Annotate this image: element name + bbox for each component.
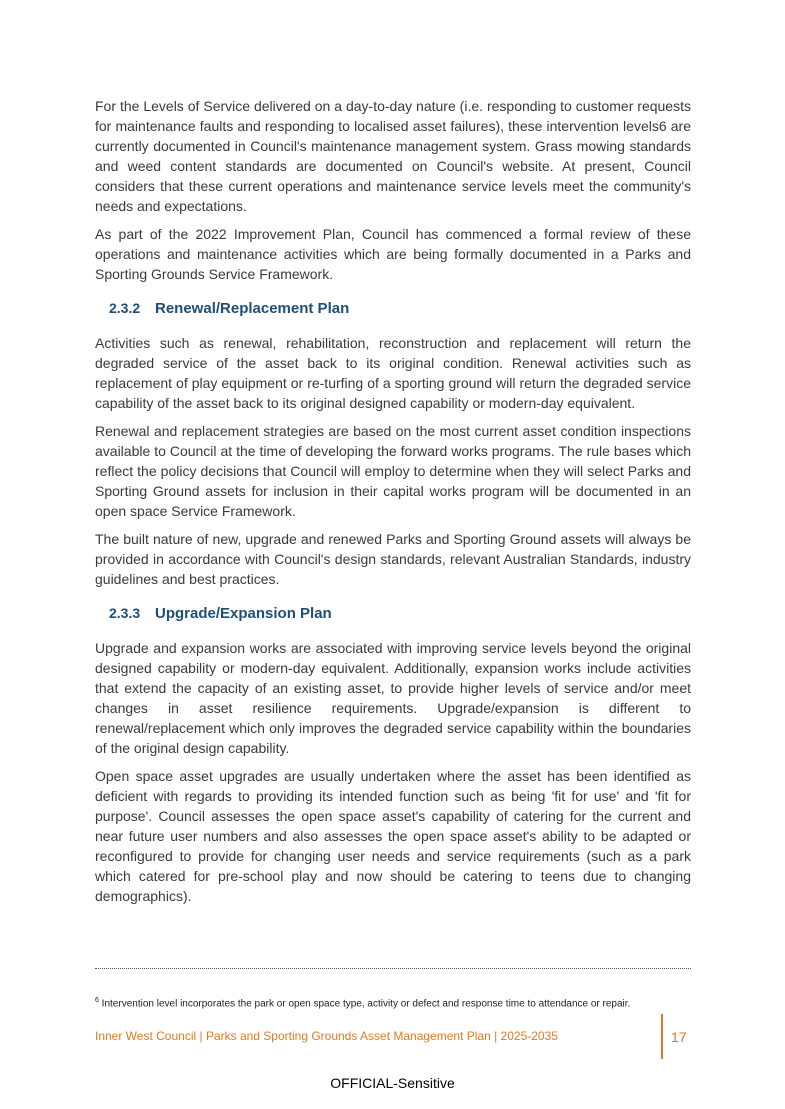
section-title: Upgrade/Expansion Plan xyxy=(155,605,332,622)
footer-title: Inner West Council | Parks and Sporting Grounds Asset Management Plan | 2025-2035 xyxy=(95,1029,558,1043)
section-title: Renewal/Replacement Plan xyxy=(155,300,350,317)
intro-paragraph-1: For the Levels of Service delivered on a day-to-day nature (i.e. responding to customer requests for maintenance faults and responding to localised asset failures), these intervention levels6 are currently documented in Council's maintenance management system. Grass mowing standards and weed content standards are documented on Council's website. At present, Council considers that these current operations and maintenance service levels meet the community's needs and expectations. xyxy=(95,98,691,214)
section-heading-upgrade xyxy=(95,603,691,624)
footnote-divider xyxy=(95,968,691,969)
upgrade-paragraph-1: Upgrade and expansion works are associated with improving service levels beyond the original designed capability or modern-day equivalent. Additionally, expansion works include activities that extend the capacity of an existing asset, to provide higher levels of service and/or meet changes in asset resilience requirements. Upgrade/expansion is different to renewal/replacement which only improves the degraded service capability within the boundaries of the original design capability. xyxy=(95,640,691,756)
renewal-paragraph-3: The built nature of new, upgrade and renewed Parks and Sporting Ground assets will always be provided in accordance with Council's design standards, relevant Australian Standards, industry guidelines and best practices. xyxy=(95,531,691,587)
section-heading-renewal xyxy=(95,298,691,319)
upgrade-paragraph-2: Open space asset upgrades are usually undertaken where the asset has been identified as deficient with regards to providing its intended function such as being 'fit for use' and 'fit for purpose'. Council assesses the open space asset's capability of catering for the current and near future user numbers and also assesses the open space asset's ability to be adapted or reconfigured to provide for changing user needs and service requirements (such as a park which catered for pre-school play and now should be catering to teens due to changing demographics). xyxy=(95,768,691,904)
renewal-paragraph-1: Activities such as renewal, rehabilitation, reconstruction and replacement will return the degraded service of the asset back to its original condition. Renewal activities such as replacement of play equipment or re-turfing of a sporting ground will return the degraded service capability of the asset back to its original designed capability or modern-day equivalent. xyxy=(95,335,691,411)
classification-label: OFFICIAL-Sensitive xyxy=(330,1075,455,1091)
intro-paragraph-2: As part of the 2022 Improvement Plan, Council has commenced a formal review of these operations and maintenance activities which are being formally documented in a Parks and Sporting Grounds Service Framework. xyxy=(95,226,691,282)
footnote-marker: 6 xyxy=(95,997,99,1004)
section-number: 2.3.3 xyxy=(109,605,141,621)
footer-divider xyxy=(661,1014,663,1059)
renewal-paragraph-2: Renewal and replacement strategies are based on the most current asset condition inspections available to Council at the time of developing the forward works programs. The rule bases which reflect the policy decisions that Council will employ to determine when they will select Parks and Sporting Ground assets for inclusion in their capital works program will be documented in an open space Service Framework. xyxy=(95,423,691,519)
document-body xyxy=(95,96,691,914)
section-number: 2.3.2 xyxy=(109,300,141,316)
footnote-text: Intervention level incorporates the park or open space type, activity or defect and response time to attendance or repair. xyxy=(98,998,631,1010)
page-number: 17 xyxy=(671,1029,687,1045)
footnote xyxy=(95,997,715,1009)
